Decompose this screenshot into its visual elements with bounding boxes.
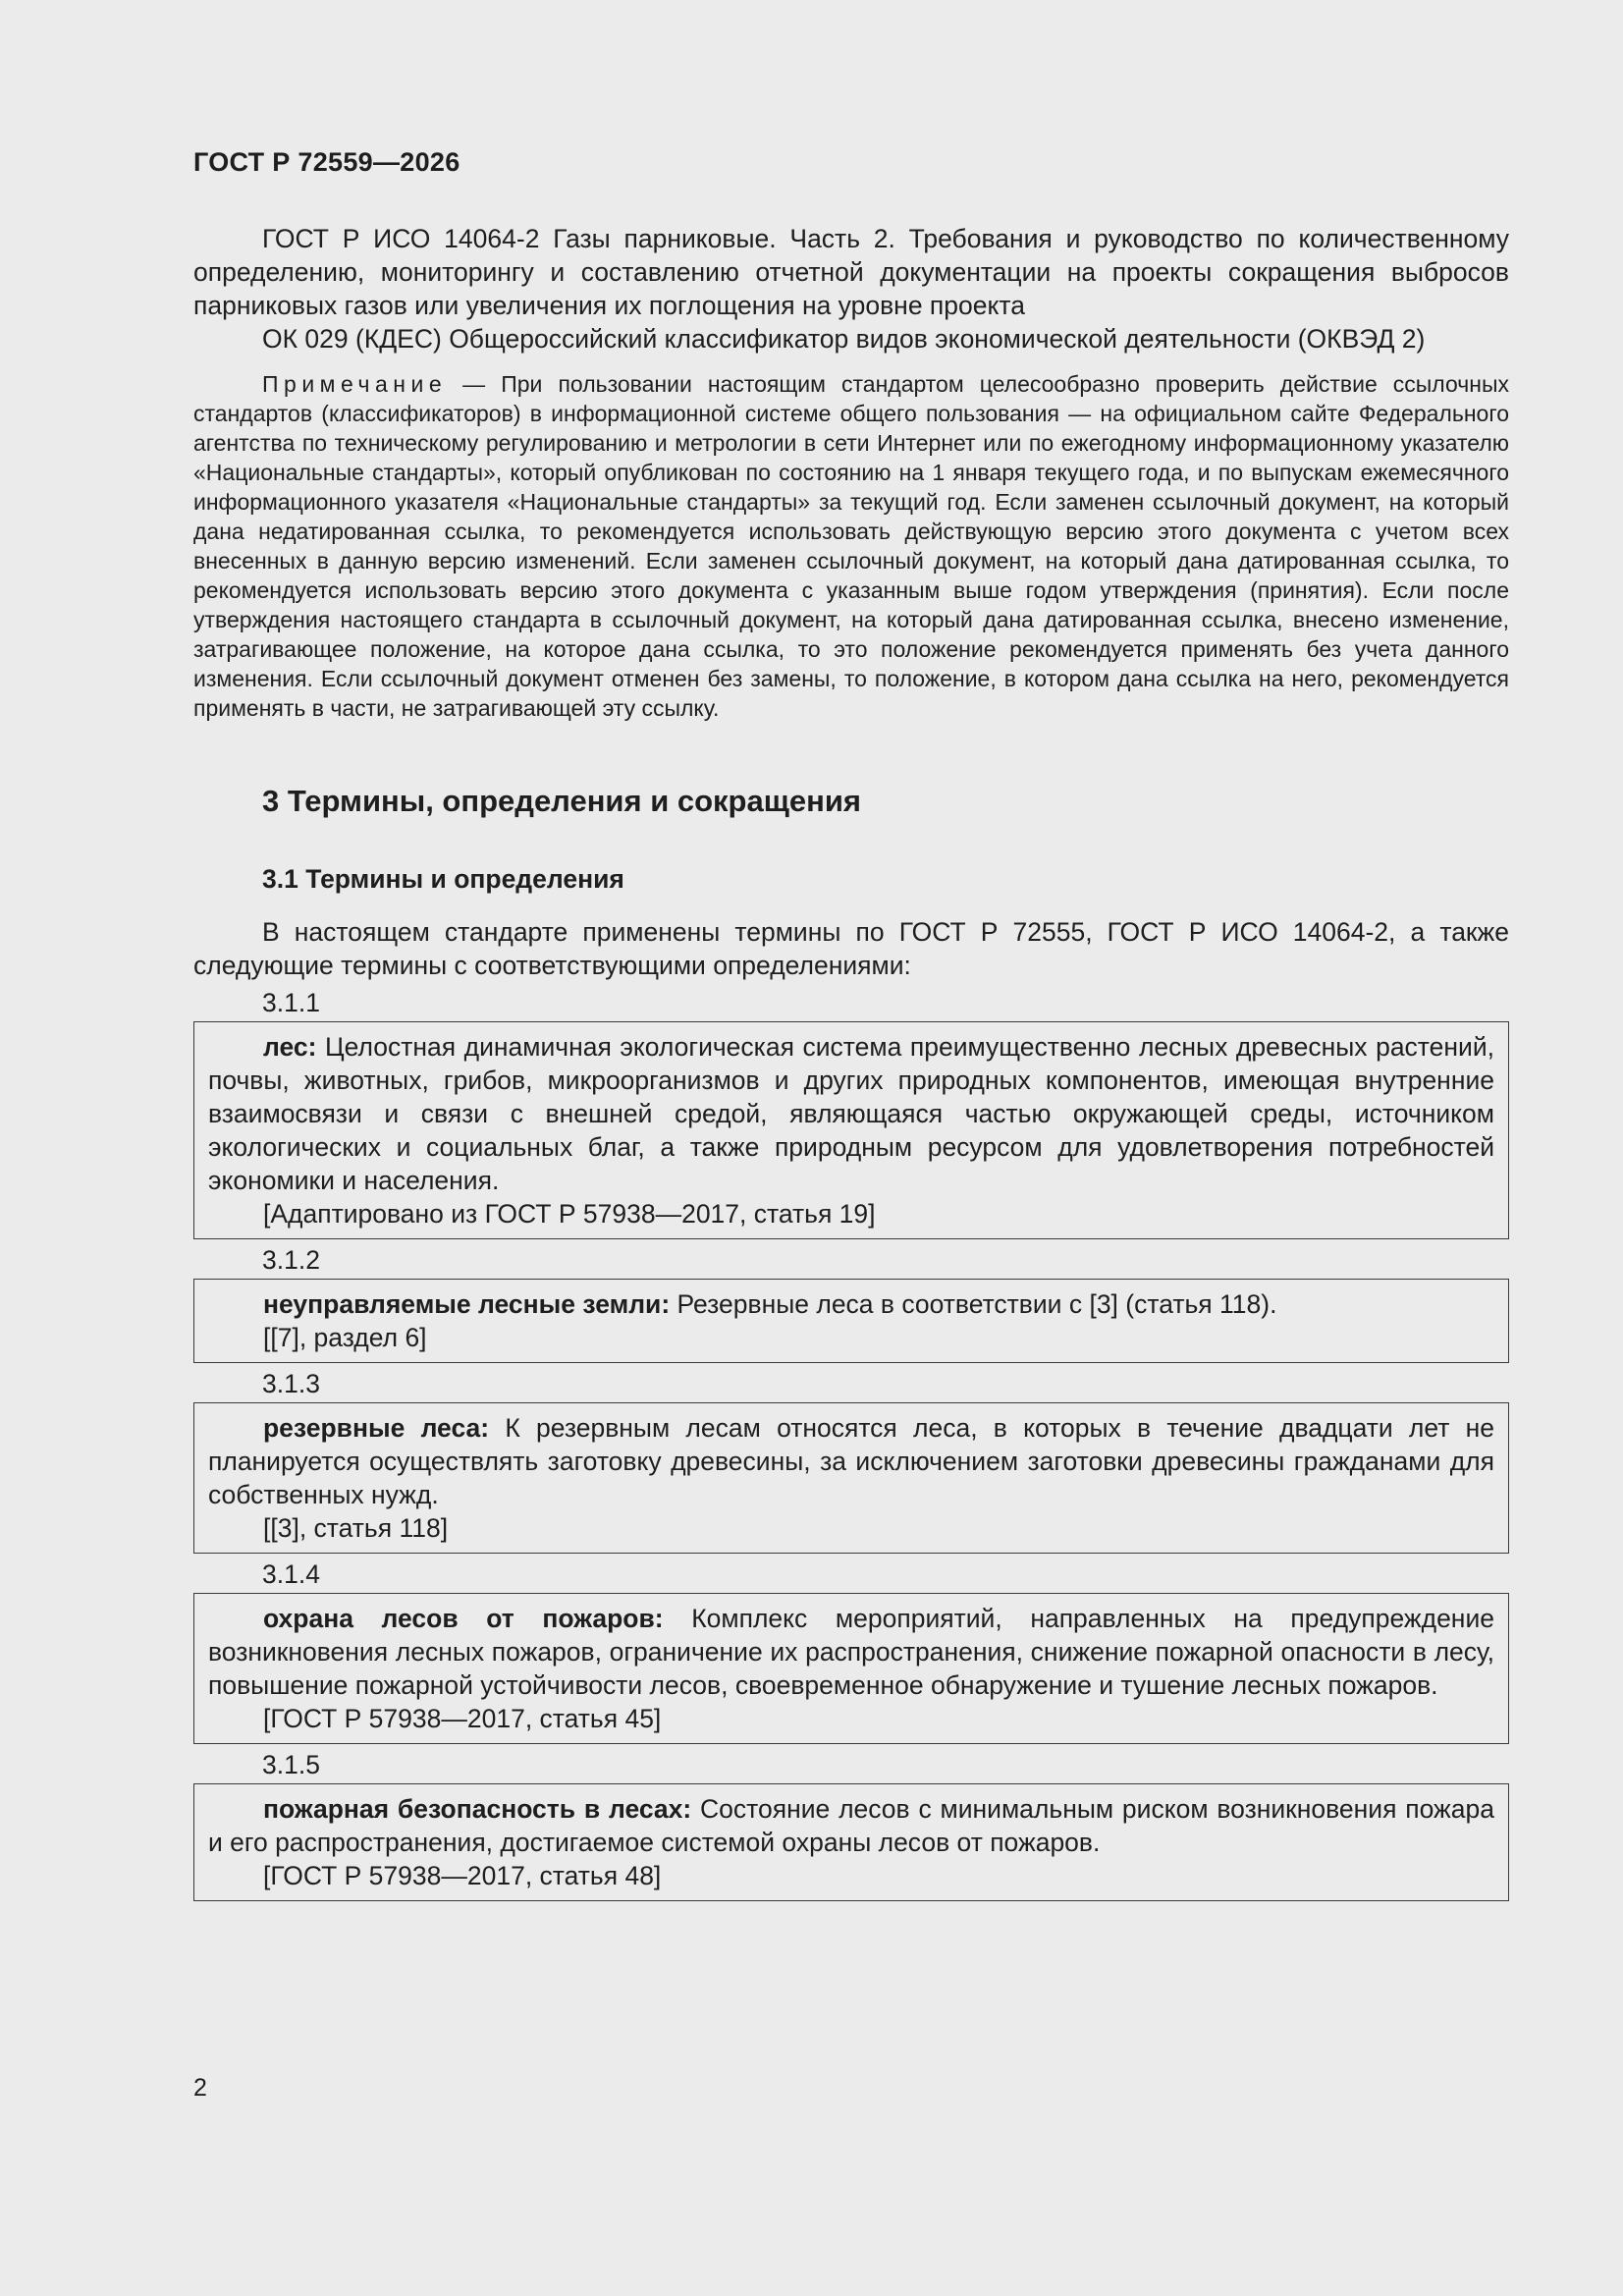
term-number: 3.1.3 <box>262 1369 320 1398</box>
term-name: пожарная безопасность в лесах: <box>263 1794 692 1824</box>
reference-item: ГОСТ Р ИСО 14064-2 Газы парниковые. Часть 2. Требования и руководство по количественному определению, мониторингу и составлению отчетной документации на проекты сокращения выбросов парниковых газов или увеличения их поглощения на уровне проекта <box>193 224 1509 320</box>
term-definition-paragraph <box>208 1411 1494 1511</box>
term-number: 3.1.1 <box>262 988 320 1017</box>
document-header-code: ГОСТ Р 72559—2026 <box>193 147 460 177</box>
term-name: резервные леса: <box>263 1413 490 1443</box>
term-definition: Комплекс мероприятий, направленных на предупреждение возникновения лесных пожаров, ограничение их распространения, снижение пожарной опасности в лесу, повышение пожарной устойчивости лесов, своевременное обнаружение и тушение лесных пожаров. <box>208 1604 1494 1700</box>
term-definition: К резервным лесам относятся леса, в которых в течение двадцати лет не планируется осуществлять заготовку древесины, за исключением заготовки древесины гражданами для собственных нужд. <box>208 1413 1494 1509</box>
term-source: [[7], раздел 6] <box>263 1323 427 1352</box>
term-number: 3.1.2 <box>262 1245 320 1275</box>
term-name: неуправляемые лесные земли: <box>263 1289 671 1319</box>
term-name: лес: <box>263 1032 317 1062</box>
term-definition-paragraph <box>208 1287 1494 1321</box>
document-body <box>193 222 1509 1901</box>
reference-item: ОК 029 (КДЕС) Общероссийский классификатор видов экономической деятельности (ОКВЭД 2) <box>262 324 1426 354</box>
page-number: 2 <box>193 2074 207 2102</box>
term-number: 3.1.5 <box>262 1750 320 1779</box>
section-title: 3 Термины, определения и сокращения <box>262 784 861 818</box>
term-source: [ГОСТ Р 57938—2017, статья 48] <box>263 1861 662 1890</box>
reference-note <box>193 369 1509 723</box>
term-definition: Резервные леса в соответствии с [3] (статья 118). <box>670 1289 1277 1319</box>
term-entry <box>193 1279 1509 1363</box>
term-definition: Состояние лесов с минимальным риском возникновения пожара и его распространения, достигаемое системой охраны лесов от пожаров. <box>208 1794 1494 1857</box>
term-source: [[3], статья 118] <box>263 1513 449 1543</box>
term-definition-paragraph <box>208 1602 1494 1702</box>
term-number: 3.1.4 <box>262 1559 320 1589</box>
term-entry <box>193 1402 1509 1554</box>
term-definition-paragraph <box>208 1792 1494 1859</box>
subsection-title: 3.1 Термины и определения <box>262 864 624 894</box>
term-name: охрана лесов от пожаров: <box>263 1604 664 1633</box>
note-dash: — <box>447 371 502 397</box>
note-text: При пользовании настоящим стандартом целесообразно проверить действие ссылочных стандартов (классификаторов) в информационной системе общего пользования — на официальном сайте Федерального агентства по техническому регулированию и метрологии в сети Интернет или по ежегодному информационному указателю «Национальные стандарты», который опубликован по состоянию на 1 января текущего года, и по выпускам ежемесячного информационного указателя «Национальные стандарты» за текущий год. Если заменен ссылочный документ, на который дана недатированная ссылка, то рекомендуется использовать действующую версию этого документа с учетом всех внесенных в данную версию изменений. Если заменен ссылочный документ, на который дана датированная ссылка, то рекомендуется использовать версию этого документа с указанным выше годом утверждения (принятия). Если после утверждения настоящего стандарта в ссылочный документ, на который дана датированная ссылка, внесено изменение, затрагивающее положение, на которое дана ссылка, то это положение рекомендуется применять без учета данного изменения. Если ссылочный документ отменен без замены, то положение, в котором дана ссылка на него, рекомендуется применять в части, не затрагивающей эту ссылку. <box>193 371 1509 721</box>
terms-intro: В настоящем стандарте применены термины по ГОСТ Р 72555, ГОСТ Р ИСО 14064-2, а также следующие термины с соответствующими определениями: <box>193 917 1509 980</box>
term-entry <box>193 1593 1509 1744</box>
term-source: [Адаптировано из ГОСТ Р 57938—2017, статья 19] <box>263 1199 876 1229</box>
term-definition: Целостная динамичная экологическая система преимущественно лесных древесных растений, почвы, животных, грибов, микроорганизмов и других природных компонентов, имеющая внутренние взаимосвязи и связи с внешней средой, являющаяся частью окружающей среды, источником экологических и социальных благ, а также природным ресурсом для удовлетворения потребностей экономики и населения. <box>208 1032 1494 1195</box>
term-definition-paragraph <box>208 1030 1494 1197</box>
term-entry <box>193 1021 1509 1239</box>
note-label: Примечание <box>262 371 448 397</box>
term-entry <box>193 1783 1509 1901</box>
term-source: [ГОСТ Р 57938—2017, статья 45] <box>263 1704 662 1733</box>
